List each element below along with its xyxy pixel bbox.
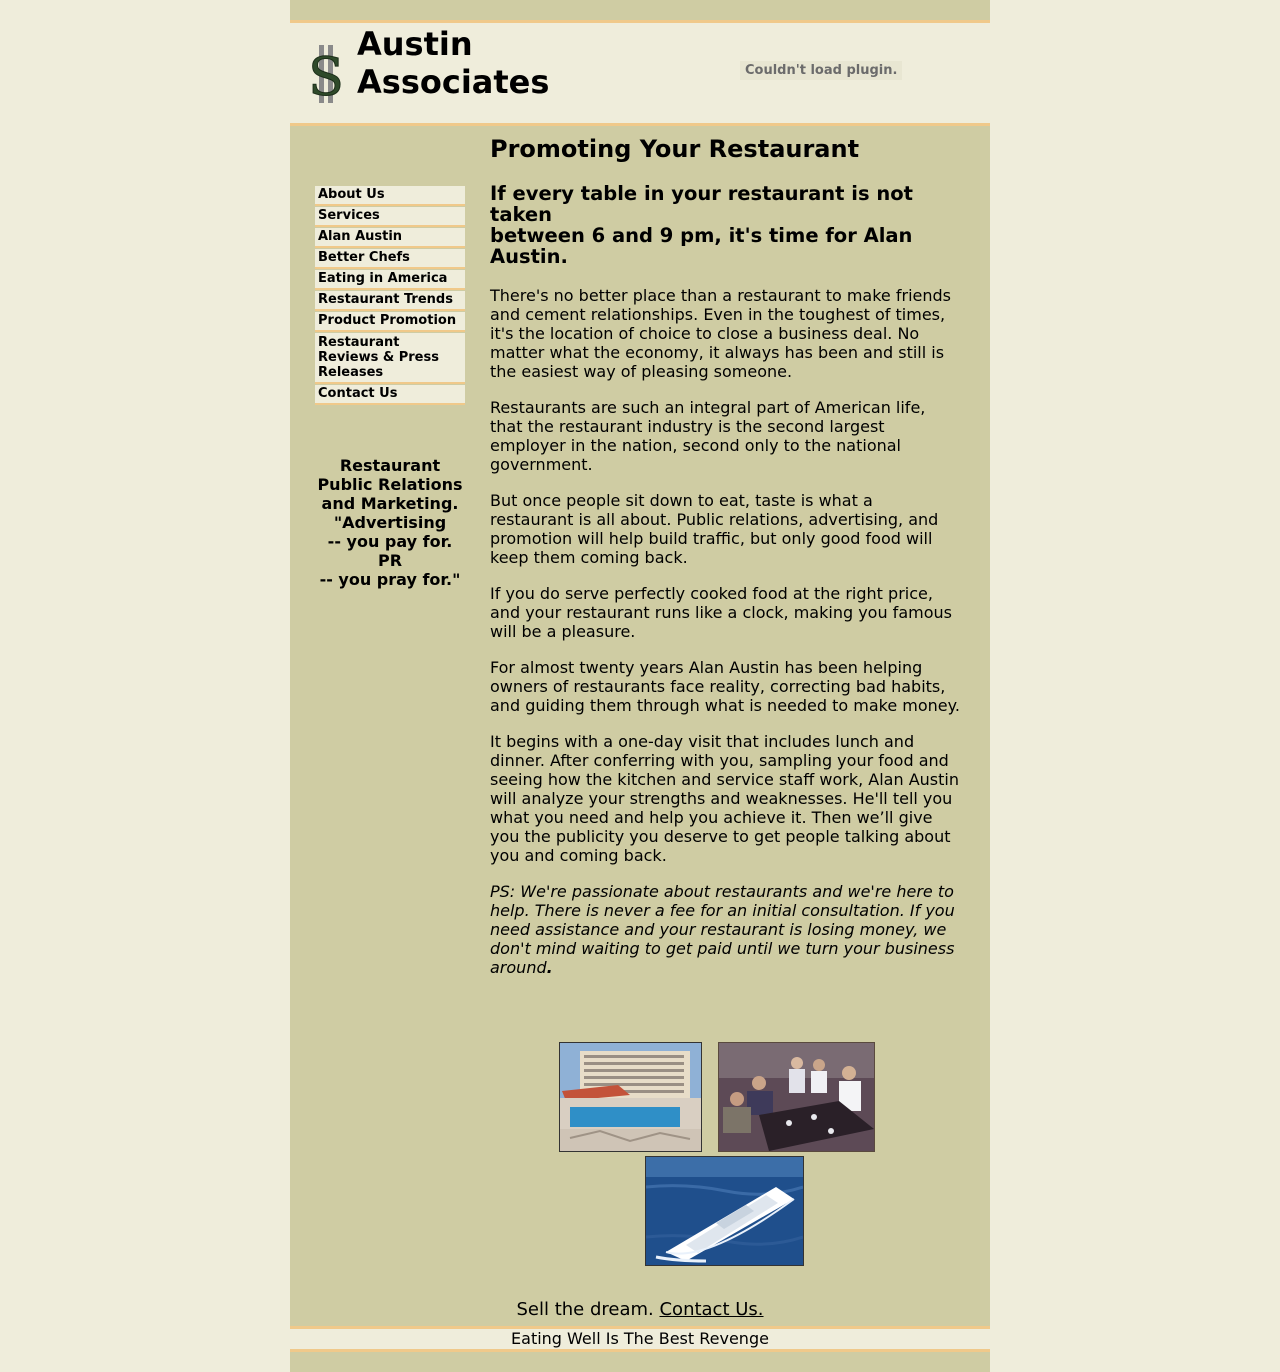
site-header — [290, 23, 990, 123]
ps-paragraph — [490, 882, 960, 977]
plugin-error-message: Couldn't load plugin. — [740, 61, 902, 80]
quote-line: and Marketing. — [321, 494, 459, 513]
bottom-band — [290, 1352, 990, 1372]
ps-text: PS: We're passionate about restaurants and we're here to help. There is never a fee for an initial consultation. If you need assistance and your restaurant is losing money, we don't mind waiting to get paid until we turn your business around — [490, 882, 955, 977]
sidebar-nav — [315, 186, 465, 406]
dining-meeting-photo — [718, 1042, 875, 1152]
quote-line: "Advertising — [333, 513, 447, 532]
nav-item-product-promotion[interactable]: Product Promotion — [315, 312, 465, 332]
contact-us-link[interactable]: Contact Us. — [659, 1299, 764, 1320]
quote-line: Restaurant — [339, 456, 441, 475]
call-to-action — [290, 1299, 990, 1321]
nav-item-about-us[interactable]: About Us — [315, 186, 465, 206]
body-paragraph: There's no better place than a restaurant to make friends and cement relationships. Even in the toughest of times, it's the location of choice to close a business deal. No matter what the economy, it always has been and still is the easiest way of pleasing someone. — [490, 286, 951, 381]
quote-line: PR — [377, 551, 403, 570]
body-paragraph: It begins with a one-day visit that includes lunch and dinner. After conferring with you, sampling your food and seeing how the kitchen and service staff work, Alan Austin will analyze your strengths and weaknesses. He'll tell you what you need and help you achieve it. Then we’ll give you the publicity you deserve to get people talking about you and coming back. — [490, 732, 959, 865]
nav-item-eating-in-america[interactable]: Eating in America — [315, 270, 465, 290]
article-content — [490, 134, 960, 977]
nav-item-better-chefs[interactable]: Better Chefs — [315, 249, 465, 269]
page-title: Promoting Your Restaurant — [490, 135, 860, 163]
footer-tagline: Eating Well Is The Best Revenge — [290, 1329, 990, 1349]
dollar-sign-icon — [306, 45, 346, 103]
main-panel — [290, 126, 990, 1326]
nav-item-contact-us[interactable]: Contact Us — [315, 385, 465, 405]
subtitle-line-2: between 6 and 9 pm, it's time for Alan Austin. — [490, 224, 913, 268]
nav-item-alan-austin[interactable]: Alan Austin — [315, 228, 465, 248]
body-paragraph: Restaurants are such an integral part of American life, that the restaurant industry is the second largest employer in the nation, second only to the national government. — [490, 398, 926, 474]
quote-line: -- you pray for." — [319, 570, 461, 589]
page-frame — [290, 0, 990, 1372]
body-paragraph: For almost twenty years Alan Austin has been helping owners of restaurants face reality, correcting bad habits, and guiding them through what is needed to make money. — [490, 658, 960, 715]
nav-item-restaurant-trends[interactable]: Restaurant Trends — [315, 291, 465, 311]
top-band — [290, 0, 990, 20]
brand-line-2: Associates — [357, 63, 550, 101]
svg-text:S: S — [308, 48, 344, 103]
body-paragraph: But once people sit down to eat, taste is what a restaurant is all about. Public relations, advertising, and promotion will help build traffic, but only good food will keep them coming back. — [490, 491, 939, 567]
cta-text: Sell the dream. — [516, 1299, 654, 1320]
subtitle-line-1: If every table in your restaurant is not taken — [490, 182, 913, 226]
nav-item-reviews-press[interactable]: Restaurant Reviews & Press Releases — [315, 333, 465, 384]
body-paragraph: If you do serve perfectly cooked food at the right price, and your restaurant runs like a clock, making you famous will be a pleasure. — [490, 584, 952, 641]
quote-line: -- you pay for. — [327, 532, 453, 551]
ps-end: . — [546, 958, 553, 977]
page-subtitle — [490, 183, 960, 267]
brand-name[interactable] — [357, 25, 549, 101]
cruise-ship-photo — [645, 1156, 804, 1266]
hotel-pool-photo — [559, 1042, 702, 1152]
quote-line: Public Relations — [317, 475, 463, 494]
nav-item-services[interactable]: Services — [315, 207, 465, 227]
brand-line-1: Austin — [357, 25, 473, 63]
sidebar-quote — [312, 456, 468, 589]
